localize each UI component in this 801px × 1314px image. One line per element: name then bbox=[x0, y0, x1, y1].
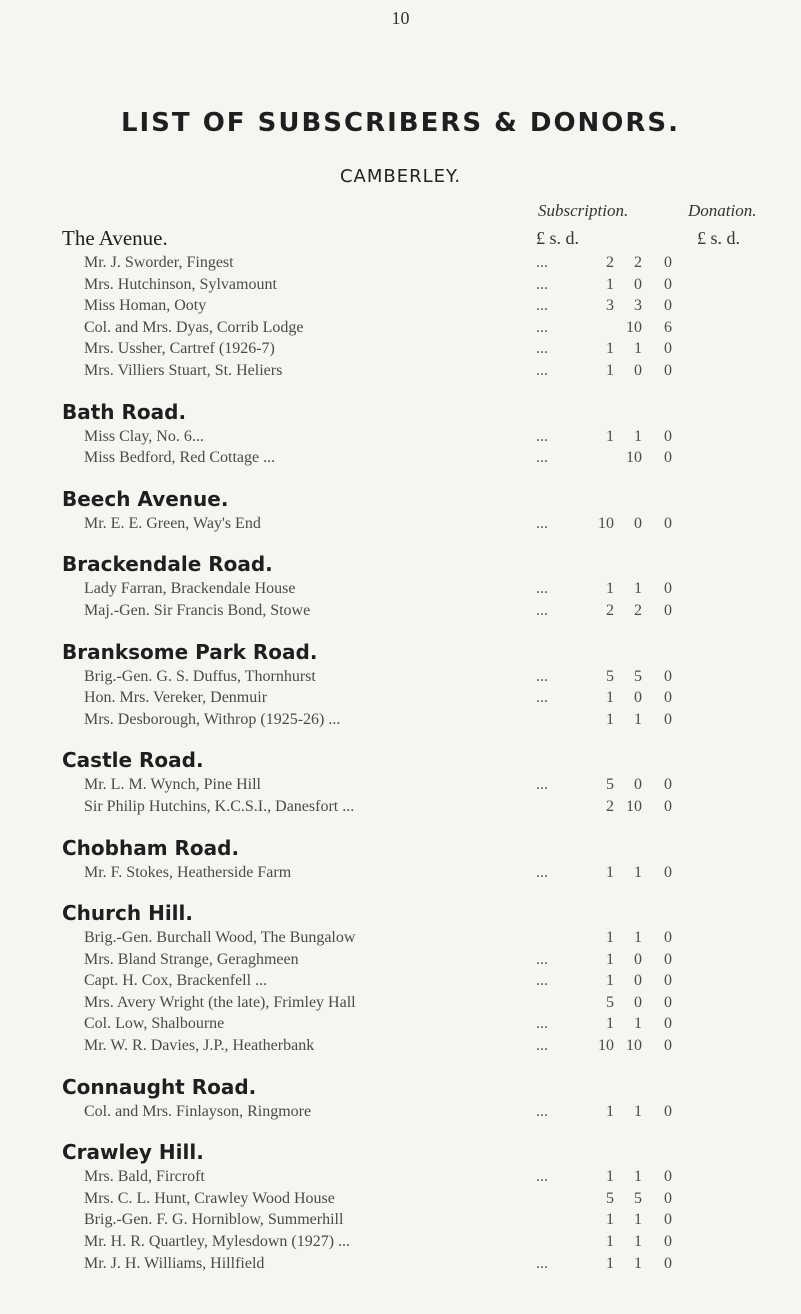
subscriber-name: Mr. W. R. Davies, J.P., Heatherbank bbox=[84, 1037, 315, 1055]
leader-dots: ... bbox=[536, 361, 548, 379]
amount-pounds: 1 bbox=[606, 1015, 614, 1033]
amount-pounds: 1 bbox=[606, 1211, 614, 1229]
street-heading: Bath Road. bbox=[62, 399, 187, 424]
amount-pounds: 5 bbox=[606, 993, 614, 1011]
subscriber-row bbox=[62, 338, 801, 360]
amount-shillings: 0 bbox=[634, 514, 642, 532]
street-heading: Church Hill. bbox=[62, 901, 193, 926]
amount-pence: 6 bbox=[664, 318, 672, 336]
section-spacer bbox=[62, 730, 801, 746]
subscriber-row bbox=[62, 1035, 801, 1057]
amount-pence: 0 bbox=[664, 1102, 672, 1120]
subscriber-name: Mr. L. M. Wynch, Pine Hill bbox=[84, 776, 261, 794]
amount-pence: 0 bbox=[664, 993, 672, 1011]
place-heading: CAMBERLEY. bbox=[339, 166, 462, 187]
donation-units: £ s. d. bbox=[697, 228, 741, 248]
leader-dots: ... bbox=[536, 689, 548, 707]
leader-dots: ... bbox=[536, 863, 548, 881]
amount-pounds: 1 bbox=[606, 950, 614, 968]
street-section bbox=[62, 638, 801, 731]
street-heading: Brackendale Road. bbox=[62, 552, 273, 577]
leader-dots: ... bbox=[536, 275, 548, 293]
subscriber-name: Mrs. Ussher, Cartref (1926-7) bbox=[84, 340, 275, 358]
amount-pence: 0 bbox=[664, 689, 672, 707]
street-section bbox=[62, 834, 801, 884]
amount-shillings: 0 bbox=[634, 275, 642, 293]
subscriber-row bbox=[62, 687, 801, 709]
amount-shillings: 2 bbox=[634, 254, 642, 271]
subscriber-name: Mr. J. Sworder, Fingest bbox=[84, 254, 234, 271]
amount-shillings: 1 bbox=[634, 929, 642, 947]
amount-pence: 0 bbox=[664, 1211, 672, 1229]
amount-pence: 0 bbox=[664, 254, 672, 271]
subscriber-name: Mr. E. E. Green, Way's End bbox=[84, 514, 261, 532]
amount-shillings: 1 bbox=[634, 1211, 642, 1229]
amount-shillings: 1 bbox=[634, 427, 642, 445]
donation-column-heading: Donation. bbox=[688, 201, 757, 220]
amount-pence: 0 bbox=[664, 1037, 672, 1055]
subscriber-name: Col. Low, Shalbourne bbox=[84, 1015, 225, 1033]
section-spacer bbox=[62, 534, 801, 550]
subscriber-name: Mrs. C. L. Hunt, Crawley Wood House bbox=[84, 1189, 335, 1207]
subscriber-row bbox=[62, 295, 801, 317]
subscriber-row bbox=[62, 360, 801, 382]
amount-pounds: 5 bbox=[606, 776, 614, 794]
amount-pence: 0 bbox=[664, 601, 672, 619]
subscriber-name: Mrs. Bland Strange, Geraghmeen bbox=[84, 950, 299, 968]
leader-dots: ... bbox=[536, 776, 548, 794]
amount-shillings: 2 bbox=[634, 601, 642, 619]
subscriber-row bbox=[62, 252, 801, 274]
street-heading: The Avenue. bbox=[62, 226, 168, 250]
amount-pounds: 1 bbox=[606, 1254, 614, 1272]
amount-pounds: 1 bbox=[606, 361, 614, 379]
street-heading: Connaught Road. bbox=[62, 1074, 257, 1099]
leader-dots: ... bbox=[536, 1015, 548, 1033]
amount-shillings: 10 bbox=[626, 797, 642, 815]
amount-pence: 0 bbox=[664, 929, 672, 947]
street-section bbox=[62, 1073, 801, 1123]
section-spacer bbox=[62, 883, 801, 899]
amount-shillings: 1 bbox=[634, 863, 642, 881]
leader-dots: ... bbox=[536, 667, 548, 685]
amount-pounds: 2 bbox=[606, 254, 614, 271]
page-title: LIST OF SUBSCRIBERS & DONORS. bbox=[120, 108, 681, 138]
subscriber-name: Hon. Mrs. Vereker, Denmuir bbox=[84, 689, 268, 707]
subscriber-row bbox=[62, 774, 801, 796]
subscriber-name: Capt. H. Cox, Brackenfell ... bbox=[84, 972, 268, 990]
amount-shillings: 10 bbox=[626, 1037, 642, 1055]
amount-pence: 0 bbox=[664, 1168, 672, 1186]
amount-pence: 0 bbox=[664, 1189, 672, 1207]
subscriber-row bbox=[62, 927, 801, 949]
amount-pounds: 10 bbox=[598, 1037, 614, 1055]
subscriber-row bbox=[62, 970, 801, 992]
subscriber-row bbox=[62, 513, 801, 535]
amount-pence: 0 bbox=[664, 710, 672, 728]
amount-pence: 0 bbox=[664, 427, 672, 445]
subscriber-row bbox=[62, 317, 801, 339]
amount-pence: 0 bbox=[664, 972, 672, 990]
amount-pence: 0 bbox=[664, 950, 672, 968]
section-spacer bbox=[62, 469, 801, 485]
street-section bbox=[62, 746, 801, 817]
subscription-column-heading: Subscription. bbox=[538, 201, 629, 220]
subscriber-name: Brig.-Gen. F. G. Horniblow, Summerhill bbox=[84, 1211, 344, 1229]
section-spacer bbox=[62, 622, 801, 638]
amount-pence: 0 bbox=[664, 580, 672, 598]
leader-dots: ... bbox=[536, 427, 548, 445]
amount-pence: 0 bbox=[664, 797, 672, 815]
section-spacer bbox=[62, 1057, 801, 1073]
subscriber-name: Maj.-Gen. Sir Francis Bond, Stowe bbox=[84, 601, 311, 619]
street-section bbox=[62, 550, 801, 621]
street-heading: Castle Road. bbox=[62, 748, 204, 773]
amount-shillings: 10 bbox=[626, 318, 642, 336]
subscriber-name: Mrs. Bald, Fircroft bbox=[84, 1168, 205, 1186]
amount-pounds: 1 bbox=[606, 427, 614, 445]
leader-dots: ... bbox=[536, 1037, 548, 1055]
subscriber-row bbox=[62, 796, 801, 818]
amount-pence: 0 bbox=[664, 449, 672, 467]
subscriber-name: Mrs. Villiers Stuart, St. Heliers bbox=[84, 361, 283, 379]
subscriber-row bbox=[62, 1209, 801, 1231]
leader-dots: ... bbox=[536, 1254, 548, 1272]
subscriber-name: Brig.-Gen. G. S. Duffus, Thornhurst bbox=[84, 667, 316, 685]
amount-pounds: 1 bbox=[606, 1102, 614, 1120]
amount-shillings: 1 bbox=[634, 340, 642, 358]
amount-pounds: 5 bbox=[606, 1189, 614, 1207]
leader-dots: ... bbox=[536, 601, 548, 619]
amount-pounds: 1 bbox=[606, 580, 614, 598]
street-section bbox=[62, 485, 801, 535]
subscriber-name: Brig.-Gen. Burchall Wood, The Bungalow bbox=[84, 929, 356, 947]
subscriber-row bbox=[62, 992, 801, 1014]
subscriber-row bbox=[62, 447, 801, 469]
subscription-units: £ s. d. bbox=[536, 228, 580, 248]
subscriber-row bbox=[62, 709, 801, 731]
leader-dots: ... bbox=[536, 254, 548, 271]
subscriber-name: Mrs. Hutchinson, Sylvamount bbox=[84, 275, 277, 293]
amount-shillings: 5 bbox=[634, 667, 642, 685]
subscriber-row bbox=[62, 666, 801, 688]
street-heading: Branksome Park Road. bbox=[62, 639, 318, 664]
subscriber-row bbox=[62, 426, 801, 448]
subscriber-name: Miss Clay, No. 6... bbox=[84, 427, 204, 445]
leader-dots: ... bbox=[536, 514, 548, 532]
street-heading: Beech Avenue. bbox=[62, 486, 229, 511]
amount-pounds: 10 bbox=[598, 514, 614, 532]
subscriber-name: Mr. H. R. Quartley, Mylesdown (1927) ... bbox=[84, 1233, 351, 1251]
amount-shillings: 1 bbox=[634, 1168, 642, 1186]
leader-dots: ... bbox=[536, 1168, 548, 1186]
street-section bbox=[62, 1138, 801, 1274]
street-section bbox=[62, 224, 801, 382]
amount-pence: 0 bbox=[664, 361, 672, 379]
amount-pounds: 1 bbox=[606, 929, 614, 947]
amount-pounds: 1 bbox=[606, 275, 614, 293]
amount-pence: 0 bbox=[664, 667, 672, 685]
amount-shillings: 0 bbox=[634, 993, 642, 1011]
subscriber-name: Mr. J. H. Williams, Hillfield bbox=[84, 1254, 265, 1272]
amount-pence: 0 bbox=[664, 1233, 672, 1251]
subscriber-name: Col. and Mrs. Dyas, Corrib Lodge bbox=[84, 318, 304, 336]
leader-dots: ... bbox=[536, 950, 548, 968]
subscriber-row bbox=[62, 1166, 801, 1188]
amount-shillings: 0 bbox=[634, 950, 642, 968]
amount-pence: 0 bbox=[664, 1015, 672, 1033]
subscriber-row bbox=[62, 600, 801, 622]
amount-pounds: 1 bbox=[606, 1233, 614, 1251]
subscriber-name: Col. and Mrs. Finlayson, Ringmore bbox=[84, 1102, 312, 1120]
amount-pounds: 5 bbox=[606, 667, 614, 685]
leader-dots: ... bbox=[536, 1102, 548, 1120]
amount-pounds: 1 bbox=[606, 340, 614, 358]
subscriber-name: Miss Bedford, Red Cottage ... bbox=[84, 449, 276, 467]
subscriber-row bbox=[62, 949, 801, 971]
amount-shillings: 10 bbox=[626, 449, 642, 467]
amount-pounds: 1 bbox=[606, 1168, 614, 1186]
subscriber-row bbox=[62, 274, 801, 296]
amount-shillings: 3 bbox=[634, 297, 642, 315]
subscriber-name: Mrs. Avery Wright (the late), Frimley Hall bbox=[84, 993, 356, 1011]
subscriber-row bbox=[62, 578, 801, 600]
amount-pounds: 1 bbox=[606, 689, 614, 707]
subscriber-row bbox=[62, 1013, 801, 1035]
subscriber-name: Lady Farran, Brackendale House bbox=[84, 580, 296, 598]
subscriber-row bbox=[62, 1253, 801, 1275]
page-number: 10 bbox=[391, 8, 410, 28]
leader-dots: ... bbox=[536, 449, 548, 467]
subscriber-row bbox=[62, 1101, 801, 1123]
street-heading: Chobham Road. bbox=[62, 835, 240, 860]
subscriber-list bbox=[62, 224, 801, 1274]
street-heading: Crawley Hill. bbox=[62, 1140, 204, 1165]
leader-dots: ... bbox=[536, 972, 548, 990]
amount-pence: 0 bbox=[664, 776, 672, 794]
subscriber-name: Miss Homan, Ooty bbox=[84, 297, 207, 315]
amount-shillings: 1 bbox=[634, 1015, 642, 1033]
amount-pounds: 2 bbox=[606, 601, 614, 619]
amount-pounds: 1 bbox=[606, 710, 614, 728]
amount-pence: 0 bbox=[664, 275, 672, 293]
amount-shillings: 0 bbox=[634, 361, 642, 379]
subscriber-name: Sir Philip Hutchins, K.C.S.I., Danesfort ... bbox=[84, 797, 355, 815]
amount-shillings: 1 bbox=[634, 710, 642, 728]
leader-dots: ... bbox=[536, 297, 548, 315]
street-section bbox=[62, 398, 801, 469]
amount-shillings: 0 bbox=[634, 972, 642, 990]
amount-shillings: 1 bbox=[634, 1102, 642, 1120]
section-spacer bbox=[62, 382, 801, 398]
amount-shillings: 1 bbox=[634, 1254, 642, 1272]
amount-pounds: 3 bbox=[606, 297, 614, 315]
amount-pence: 0 bbox=[664, 514, 672, 532]
amount-pounds: 1 bbox=[606, 863, 614, 881]
leader-dots: ... bbox=[536, 318, 548, 336]
amount-pence: 0 bbox=[664, 863, 672, 881]
amount-shillings: 1 bbox=[634, 1233, 642, 1251]
amount-pence: 0 bbox=[664, 1254, 672, 1272]
subscriber-row bbox=[62, 1231, 801, 1253]
amount-pence: 0 bbox=[664, 340, 672, 358]
amount-pounds: 1 bbox=[606, 972, 614, 990]
amount-pounds: 2 bbox=[606, 797, 614, 815]
leader-dots: ... bbox=[536, 340, 548, 358]
section-spacer bbox=[62, 1122, 801, 1138]
subscriber-name: Mrs. Desborough, Withrop (1925-26) ... bbox=[84, 710, 341, 728]
section-spacer bbox=[62, 818, 801, 834]
amount-pence: 0 bbox=[664, 297, 672, 315]
subscriber-row bbox=[62, 1188, 801, 1210]
amount-shillings: 0 bbox=[634, 689, 642, 707]
amount-shillings: 0 bbox=[634, 776, 642, 794]
subscriber-row bbox=[62, 862, 801, 884]
amount-shillings: 5 bbox=[634, 1189, 642, 1207]
street-section bbox=[62, 899, 801, 1057]
amount-shillings: 1 bbox=[634, 580, 642, 598]
leader-dots: ... bbox=[536, 580, 548, 598]
subscriber-name: Mr. F. Stokes, Heatherside Farm bbox=[84, 863, 292, 881]
